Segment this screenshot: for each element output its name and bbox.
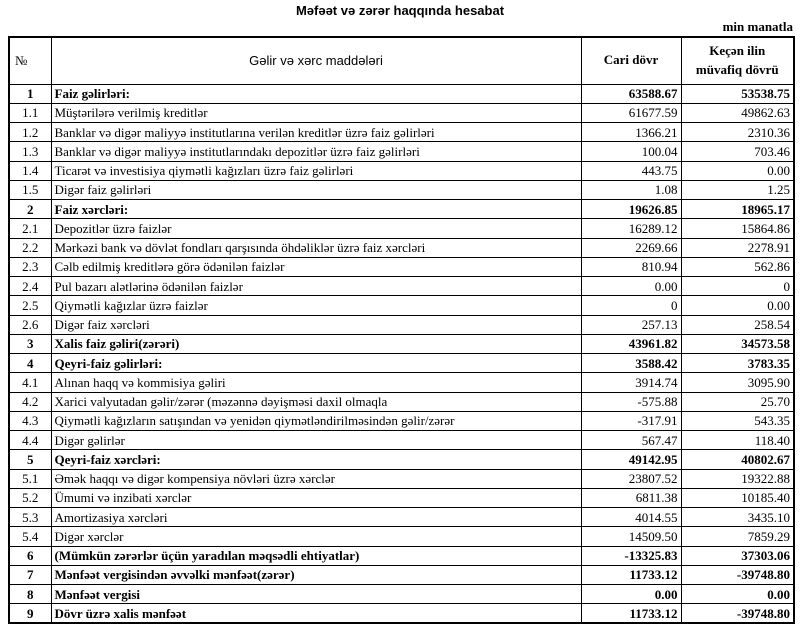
- row-no: 4.2: [9, 392, 51, 411]
- table-row: [9, 604, 794, 623]
- row-previous-value: 37303.06: [681, 546, 794, 565]
- row-no: 2: [9, 200, 51, 219]
- header-item: Gəlir və xərc maddələri: [51, 37, 581, 84]
- row-no: 5.2: [9, 488, 51, 507]
- table-row: [9, 296, 794, 315]
- table-body: [9, 84, 794, 623]
- page-title: Məfəət və zərər haqqında hesabat: [295, 3, 505, 18]
- row-label: Qiymətli kağızlar üzrə faizlər: [51, 296, 581, 315]
- row-label: Mənfəət vergisi: [51, 585, 581, 604]
- row-no: 4.3: [9, 411, 51, 430]
- row-label: Amortizasiya xərcləri: [51, 508, 581, 527]
- header-row: [9, 37, 794, 84]
- row-previous-value: 118.40: [681, 431, 794, 450]
- row-current-value: -575.88: [581, 392, 681, 411]
- row-no: 6: [9, 546, 51, 565]
- row-label: Qiymətli kağızların satışından və yenidən qiymətləndirilməsindən gəlir/zərər: [51, 411, 581, 430]
- row-current-value: 3588.42: [581, 354, 681, 373]
- row-previous-value: 18965.17: [681, 200, 794, 219]
- table-row: [9, 315, 794, 334]
- row-previous-value: 0.00: [681, 296, 794, 315]
- row-current-value: 1366.21: [581, 123, 681, 142]
- row-no: 2.1: [9, 219, 51, 238]
- row-label: Xalis faiz gəliri(zərəri): [51, 334, 581, 353]
- row-label: Digər gəlirlər: [51, 431, 581, 450]
- row-current-value: 6811.38: [581, 488, 681, 507]
- row-current-value: 2269.66: [581, 238, 681, 257]
- row-current-value: 4014.55: [581, 508, 681, 527]
- row-label: Alınan haqq və kommisiya gəliri: [51, 373, 581, 392]
- row-current-value: 61677.59: [581, 103, 681, 122]
- row-current-value: 14509.50: [581, 527, 681, 546]
- row-label: Xarici valyutadan gəlir/zərər (məzənnə dəyişməsi daxil olmaqla: [51, 392, 581, 411]
- table-row: [9, 546, 794, 565]
- row-previous-value: 562.86: [681, 257, 794, 276]
- table-row: [9, 565, 794, 584]
- profit-loss-table: [8, 36, 795, 624]
- row-previous-value: 3435.10: [681, 508, 794, 527]
- table-row: [9, 411, 794, 430]
- row-no: 1: [9, 84, 51, 103]
- row-previous-value: 703.46: [681, 142, 794, 161]
- table-row: [9, 527, 794, 546]
- row-previous-value: 3095.90: [681, 373, 794, 392]
- table-row: [9, 103, 794, 122]
- row-current-value: 63588.67: [581, 84, 681, 103]
- row-label: Cəlb edilmiş kreditlərə görə ödənilən faizlər: [51, 257, 581, 276]
- row-no: 1.1: [9, 103, 51, 122]
- table-row: [9, 180, 794, 199]
- row-label: Banklar və digər maliyyə institutlarına verilən kreditlər üzrə faiz gəlirləri: [51, 123, 581, 142]
- table-row: [9, 469, 794, 488]
- row-current-value: 11733.12: [581, 604, 681, 623]
- row-no: 5.4: [9, 527, 51, 546]
- row-no: 1.3: [9, 142, 51, 161]
- row-label: Digər faiz gəlirləri: [51, 180, 581, 199]
- table-header: [9, 37, 794, 84]
- row-no: 7: [9, 565, 51, 584]
- row-previous-value: 19322.88: [681, 469, 794, 488]
- row-no: 2.3: [9, 257, 51, 276]
- row-no: 4.4: [9, 431, 51, 450]
- row-label: Ümumi və inzibati xərclər: [51, 488, 581, 507]
- row-label: Mənfəət vergisindən əvvəlki mənfəət(zərər): [51, 565, 581, 584]
- row-previous-value: 15864.86: [681, 219, 794, 238]
- header-previous: Keçən ilin müvafiq dövrü: [681, 37, 794, 84]
- row-no: 4.1: [9, 373, 51, 392]
- row-previous-value: 34573.58: [681, 334, 794, 353]
- row-current-value: 567.47: [581, 431, 681, 450]
- row-label: Əmək haqqı və digər kompensiya növləri üzrə xərclər: [51, 469, 581, 488]
- row-label: Dövr üzrə xalis mənfəət: [51, 604, 581, 623]
- table-row: [9, 142, 794, 161]
- row-current-value: 0.00: [581, 585, 681, 604]
- header-no: №: [9, 37, 51, 84]
- table-row: [9, 200, 794, 219]
- row-no: 2.6: [9, 315, 51, 334]
- row-no: 5.3: [9, 508, 51, 527]
- row-no: 1.5: [9, 180, 51, 199]
- row-label: (Mümkün zərərlər üçün yaradılan məqsədli ehtiyatlar): [51, 546, 581, 565]
- row-current-value: 0: [581, 296, 681, 315]
- table-row: [9, 277, 794, 296]
- row-current-value: 16289.12: [581, 219, 681, 238]
- row-label: Pul bazarı alətlərinə ödənilən faizlər: [51, 277, 581, 296]
- row-label: Qeyri-faiz xərcləri:: [51, 450, 581, 469]
- row-current-value: -317.91: [581, 411, 681, 430]
- table-row: [9, 373, 794, 392]
- table-row: [9, 84, 794, 103]
- row-current-value: 3914.74: [581, 373, 681, 392]
- row-previous-value: 40802.67: [681, 450, 794, 469]
- table-row: [9, 431, 794, 450]
- row-current-value: 0.00: [581, 277, 681, 296]
- row-no: 1.4: [9, 161, 51, 180]
- row-label: Depozitlər üzrə faizlər: [51, 219, 581, 238]
- row-no: 5: [9, 450, 51, 469]
- row-label: Digər xərclər: [51, 527, 581, 546]
- table-row: [9, 334, 794, 353]
- row-no: 9: [9, 604, 51, 623]
- row-current-value: -13325.83: [581, 546, 681, 565]
- table-row: [9, 238, 794, 257]
- table-row: [9, 585, 794, 604]
- row-current-value: 23807.52: [581, 469, 681, 488]
- row-previous-value: 7859.29: [681, 527, 794, 546]
- row-previous-value: -39748.80: [681, 565, 794, 584]
- row-previous-value: 258.54: [681, 315, 794, 334]
- table-row: [9, 161, 794, 180]
- table-row: [9, 123, 794, 142]
- row-previous-value: 10185.40: [681, 488, 794, 507]
- row-current-value: 11733.12: [581, 565, 681, 584]
- row-previous-value: 2278.91: [681, 238, 794, 257]
- row-previous-value: 543.35: [681, 411, 794, 430]
- row-no: 5.1: [9, 469, 51, 488]
- header-current: Cari dövr: [581, 37, 681, 84]
- row-no: 8: [9, 585, 51, 604]
- row-label: Faiz gəlirləri:: [51, 84, 581, 103]
- table-row: [9, 392, 794, 411]
- table-row: [9, 488, 794, 507]
- row-label: Ticarət və investisiya qiymətli kağızları üzrə faiz gəlirləri: [51, 161, 581, 180]
- row-no: 2.5: [9, 296, 51, 315]
- row-label: Qeyri-faiz gəlirləri:: [51, 354, 581, 373]
- unit-note: min manatla: [722, 19, 793, 34]
- row-current-value: 49142.95: [581, 450, 681, 469]
- row-current-value: 100.04: [581, 142, 681, 161]
- table-row: [9, 257, 794, 276]
- table-row: [9, 219, 794, 238]
- row-current-value: 19626.85: [581, 200, 681, 219]
- row-label: Mərkəzi bank və dövlət fondları qarşısında öhdəliklər üzrə faiz xərcləri: [51, 238, 581, 257]
- row-previous-value: 53538.75: [681, 84, 794, 103]
- row-previous-value: 3783.35: [681, 354, 794, 373]
- row-no: 4: [9, 354, 51, 373]
- row-current-value: 43961.82: [581, 334, 681, 353]
- row-previous-value: 0: [681, 277, 794, 296]
- table-row: [9, 450, 794, 469]
- row-current-value: 443.75: [581, 161, 681, 180]
- row-no: 2.4: [9, 277, 51, 296]
- row-no: 1.2: [9, 123, 51, 142]
- row-no: 3: [9, 334, 51, 353]
- row-label: Banklar və digər maliyyə institutlarındakı depozitlər üzrə faiz gəlirləri: [51, 142, 581, 161]
- table-row: [9, 508, 794, 527]
- row-label: Faiz xərcləri:: [51, 200, 581, 219]
- row-previous-value: 25.70: [681, 392, 794, 411]
- row-label: Digər faiz xərcləri: [51, 315, 581, 334]
- row-no: 2.2: [9, 238, 51, 257]
- row-previous-value: 1.25: [681, 180, 794, 199]
- row-current-value: 257.13: [581, 315, 681, 334]
- table-row: [9, 354, 794, 373]
- row-previous-value: 0.00: [681, 161, 794, 180]
- row-previous-value: 0.00: [681, 585, 794, 604]
- row-label: Müştərilərə verilmiş kreditlər: [51, 103, 581, 122]
- row-current-value: 1.08: [581, 180, 681, 199]
- row-previous-value: -39748.80: [681, 604, 794, 623]
- row-current-value: 810.94: [581, 257, 681, 276]
- row-previous-value: 49862.63: [681, 103, 794, 122]
- row-previous-value: 2310.36: [681, 123, 794, 142]
